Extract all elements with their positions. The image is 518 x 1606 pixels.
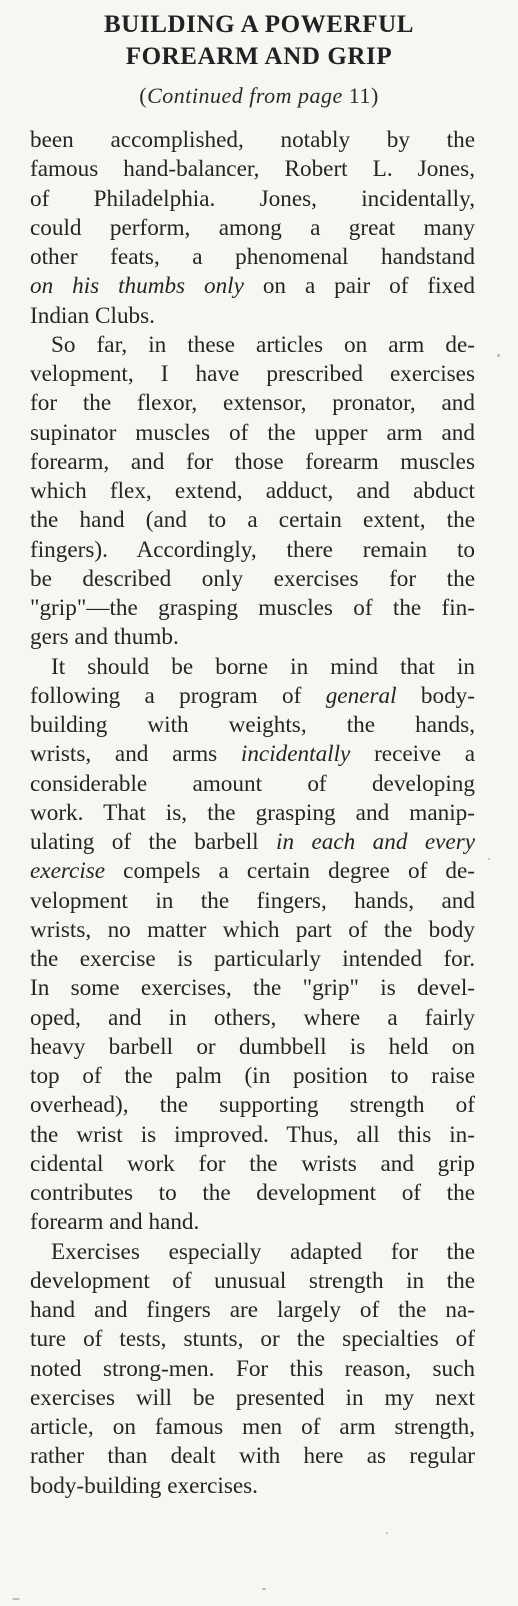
body-line-text: Exercises especially adapted for the xyxy=(51,1238,475,1265)
body-line xyxy=(30,1354,475,1384)
body-line xyxy=(30,769,475,799)
body-line-text: work. That is, the grasping and manip- xyxy=(30,799,475,826)
body-line xyxy=(30,184,475,214)
scan-speck xyxy=(12,1598,20,1600)
body-line xyxy=(30,1383,475,1413)
body-line xyxy=(30,447,475,477)
body-line-text: the exercise is particularly intended for. xyxy=(30,946,475,972)
continued-note-text: Continued from page xyxy=(147,83,343,108)
body-line xyxy=(30,388,475,418)
body-line xyxy=(30,1032,475,1062)
body-line-text: be described only exercises for the xyxy=(30,565,475,592)
body-line-text: compels a certain degree of de- xyxy=(105,858,475,885)
body-line-text: exercises will be presented in my next xyxy=(30,1384,475,1411)
body-line xyxy=(30,213,475,243)
body-line-text: building with weights, the hands, xyxy=(30,712,475,738)
body-line-text: wrists, and arms xyxy=(30,741,241,768)
body-line-text: article, on famous men of arm strength, xyxy=(30,1414,475,1440)
body-line-text: heavy barbell or dumbbell is held on xyxy=(30,1033,475,1060)
body-line-text: other feats, a phenomenal handstand xyxy=(30,244,475,270)
body-line xyxy=(30,564,475,594)
scan-speck xyxy=(262,1588,266,1590)
body-line xyxy=(30,301,475,331)
body-line-text: receive a xyxy=(350,741,476,768)
body-line xyxy=(30,593,475,623)
continued-note xyxy=(0,82,518,110)
body-line-text: rather than dealt with here as regular xyxy=(30,1443,475,1470)
body-line xyxy=(30,827,475,857)
body-line xyxy=(30,1471,475,1501)
body-line-text: top of the palm (in position to raise xyxy=(30,1063,475,1089)
body-line xyxy=(30,1295,475,1325)
body-line xyxy=(51,1237,475,1267)
body-line xyxy=(30,915,475,945)
body-line xyxy=(30,1120,475,1150)
body-line xyxy=(51,652,475,682)
body-line-text: forearm and hand. xyxy=(30,1209,200,1236)
body-line xyxy=(30,1207,475,1237)
body-line xyxy=(51,330,475,360)
article-title-line-1: BUILDING A POWERFUL xyxy=(103,11,415,38)
body-line-text: the hand (and to a certain extent, the xyxy=(30,507,475,534)
body-line-text: body-building exercises. xyxy=(30,1472,258,1499)
body-line-text: could perform, among a great many xyxy=(30,214,475,241)
body-line xyxy=(30,359,475,389)
body-line-text: hand and fingers are largely of the na- xyxy=(30,1297,475,1323)
body-line xyxy=(30,622,475,652)
body-line-text: So far, in these articles on arm de- xyxy=(51,331,475,358)
body-line-text: overhead), the supporting strength of xyxy=(30,1092,475,1119)
body-line xyxy=(30,505,475,535)
body-line-text: ture of tests, stunts, or the specialties of xyxy=(30,1326,475,1353)
body-line-text: cidental work for the wrists and grip xyxy=(30,1150,475,1177)
body-line-italic-text: exercise xyxy=(30,858,106,885)
body-line-text: velopment, I have prescribed exercises xyxy=(30,361,475,387)
body-line xyxy=(30,681,475,711)
body-line xyxy=(30,1003,475,1033)
body-line xyxy=(30,944,475,974)
body-line-italic-text: in each and every xyxy=(276,829,476,855)
body-line xyxy=(30,1441,475,1471)
body-line-text: famous hand-balancer, Robert L. Jones, xyxy=(30,156,475,183)
scan-speck xyxy=(497,354,500,357)
body-line-text: In some exercises, the "grip" is devel- xyxy=(30,975,475,1002)
article-title-line-2: FOREARM AND GRIP xyxy=(125,43,393,70)
body-line xyxy=(30,739,475,769)
body-line-text: supinator muscles of the upper arm and xyxy=(30,419,475,446)
body-line-text: ulating of the barbell xyxy=(30,829,277,855)
body-line xyxy=(30,1266,475,1296)
body-line-text: fingers). Accordingly, there remain to xyxy=(30,536,475,563)
body-line-text: oped, and in others, where a fairly xyxy=(30,1004,475,1031)
body-line-text: development of unusual strength in the xyxy=(30,1267,475,1294)
body-line xyxy=(30,154,475,184)
body-line-text: considerable amount of developing xyxy=(30,770,475,797)
body-line-text: which flex, extend, adduct, and abduct xyxy=(30,478,475,504)
body-line-text: "grip"—the grasping muscles of the fin- xyxy=(30,595,475,621)
body-line xyxy=(30,856,475,886)
body-line-text: of Philadelphia. Jones, incidentally, xyxy=(30,185,475,212)
body-line xyxy=(30,1412,475,1442)
body-line-text: It should be borne in mind that in xyxy=(51,653,475,680)
body-line-text: following a program of xyxy=(30,682,326,709)
body-line xyxy=(30,242,475,272)
body-line xyxy=(30,271,475,301)
continued-close-paren: ) xyxy=(370,83,379,108)
body-line xyxy=(30,476,475,506)
body-line-text: contributes to the development of the xyxy=(30,1180,475,1206)
body-line xyxy=(30,418,475,448)
body-line-text: body- xyxy=(396,682,475,709)
body-line-italic-text: on his thumbs only xyxy=(30,273,244,300)
body-line xyxy=(30,1324,475,1354)
body-line xyxy=(30,973,475,1003)
body-line-text: velopment in the fingers, hands, and xyxy=(30,887,475,914)
body-line-italic-text: incidentally xyxy=(240,741,351,768)
scan-speck xyxy=(488,858,490,860)
scan-speck xyxy=(386,1532,388,1534)
body-line-text: been accomplished, notably by the xyxy=(30,127,475,153)
body-line xyxy=(30,798,475,828)
body-line-italic-text: general xyxy=(325,682,397,709)
body-line xyxy=(30,1149,475,1179)
body-line-text: wrists, no matter which part of the body xyxy=(30,916,475,943)
body-line xyxy=(30,535,475,565)
body-line-text: gers and thumb. xyxy=(30,624,179,651)
body-line-text: for the flexor, extensor, pronator, and xyxy=(30,390,475,417)
body-line-text: the wrist is improved. Thus, all this in- xyxy=(30,1121,475,1148)
body-line xyxy=(30,1090,475,1120)
continued-open-paren: ( xyxy=(139,83,148,108)
body-line xyxy=(30,1178,475,1208)
body-line-text: forearm, and for those forearm muscles xyxy=(30,448,475,475)
continued-page-number: 11 xyxy=(348,83,371,108)
body-line xyxy=(30,710,475,740)
body-line-text: on a pair of fixed xyxy=(243,273,475,300)
body-line xyxy=(30,1061,475,1091)
body-line xyxy=(30,886,475,916)
body-line xyxy=(30,125,475,155)
body-line-text: noted strong-men. For this reason, such xyxy=(30,1355,475,1382)
body-line-text: Indian Clubs. xyxy=(30,302,155,329)
